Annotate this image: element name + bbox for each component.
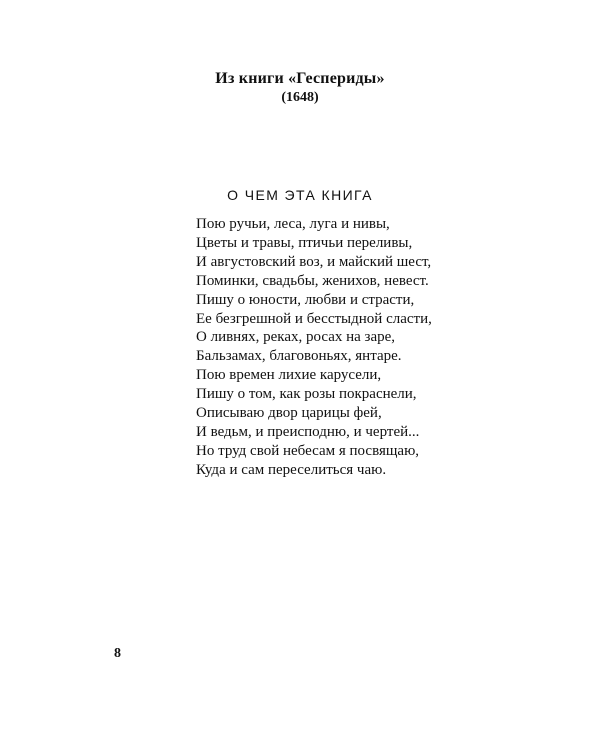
poem-line: Пою времен лихие карусели, — [196, 367, 382, 384]
poem-line: Пишу о том, как розы покраснели, — [196, 386, 417, 403]
poem-line: И августовский воз, и майский шест, — [196, 253, 432, 270]
book-year: (1648) — [281, 90, 319, 105]
poem-line: Цветы и травы, птичьи переливы, — [196, 234, 413, 251]
poem-title: О ЧЕМ ЭТА КНИГА — [227, 187, 373, 203]
poem-line: Бальзамах, благовоньях, янтаре. — [196, 348, 402, 365]
poem-line: Но труд свой небесам я посвящаю, — [196, 442, 420, 459]
page-number: 8 — [114, 646, 121, 661]
poem-line: И ведьм, и преисподню, и чертей... — [196, 423, 420, 440]
poem-line: Куда и сам переселиться чаю. — [196, 461, 387, 478]
poem-line: Пою ручьи, леса, луга и нивы, — [196, 216, 390, 232]
poem-line: Поминки, свадьбы, женихов, невест. — [196, 272, 429, 289]
poem-line: Пишу о юности, любви и страсти, — [196, 291, 415, 308]
poem-line: О ливнях, реках, росах на заре, — [196, 329, 396, 346]
poem-line: Описываю двор царицы фей, — [196, 405, 382, 422]
poem-body — [196, 215, 496, 480]
poem-line: Ее безгрешной и бесстыдной сласти, — [196, 310, 432, 327]
book-title: Из книги «Геспериды» — [215, 70, 385, 87]
